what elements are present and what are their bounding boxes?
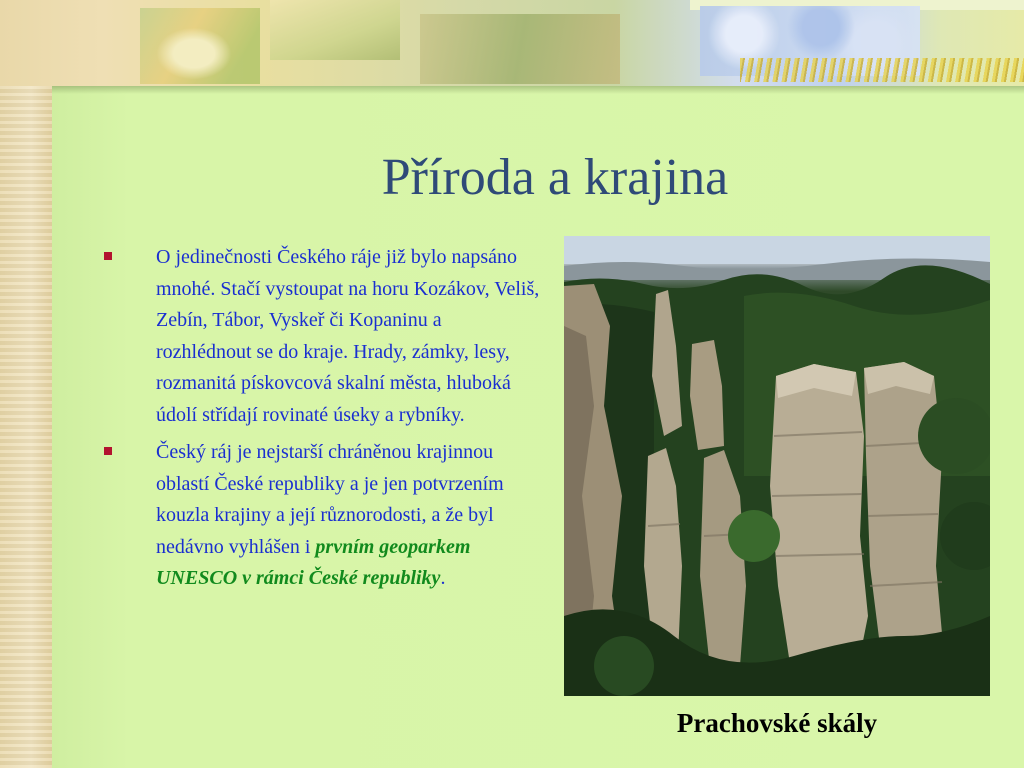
bullet-text: Český ráj je nejstarší chráněnou krajinnou oblastí České republiky a je jen potvrzením kouzla krajiny a její různorodosti, a že byl nedávno vyhlášen i [156, 441, 504, 558]
bullet-list [102, 242, 542, 601]
bullet-marker-icon [104, 447, 112, 455]
bullet-emphasis: prvním geoparkem UNESCO v rámci České republiky [156, 535, 471, 589]
grain-decoration [740, 58, 1024, 82]
bullet-item [102, 437, 542, 595]
left-decorative-strip [0, 0, 52, 768]
bullet-item [102, 242, 542, 431]
leaf-decoration [270, 0, 400, 60]
leaf-decoration [140, 8, 260, 84]
landscape-photo [564, 236, 990, 696]
bullet-marker-icon [104, 252, 112, 260]
leaf-decoration [420, 14, 620, 84]
bullet-tail: . [440, 567, 446, 589]
bullet-text: O jedinečnosti Českého ráje již bylo napsáno mnohé. Stačí vystoupat na horu Kozákov, Veliš, Zebín, Tábor, Vyskeř či Kopaninu a rozhlédnout se do kraje. Hrady, zámky, lesy, rozmanitá pískovcová skalní města, hluboká údolí střídají rovinaté úseky a rybníky. [156, 246, 540, 426]
slide-title: Příroda a krajina [381, 149, 729, 206]
sandstone-rocks-illustration [564, 236, 990, 696]
photo-caption: Prachovské skály [676, 708, 878, 738]
top-decorative-banner [0, 0, 1024, 86]
